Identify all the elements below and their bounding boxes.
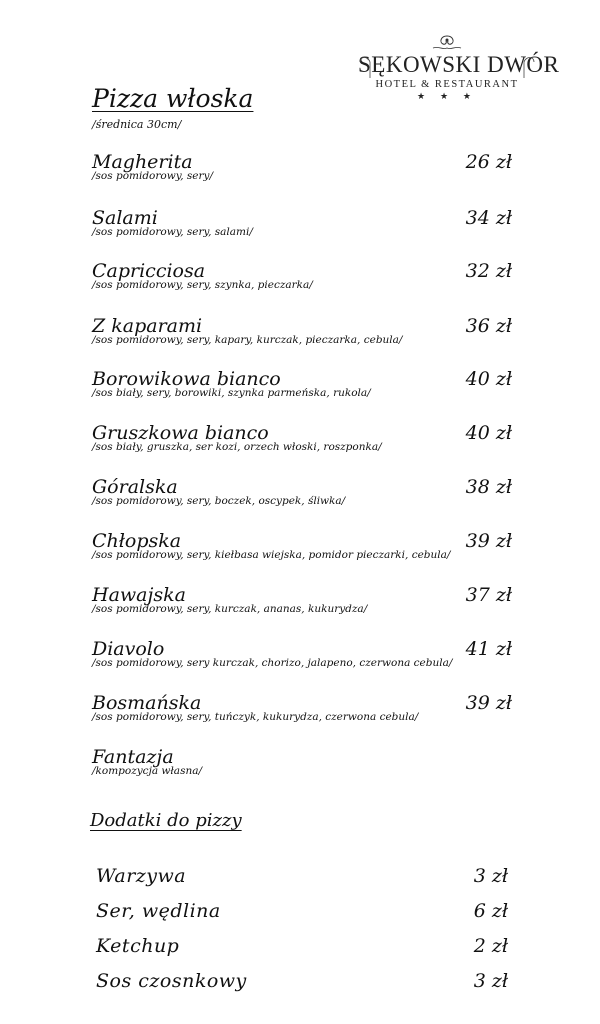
restaurant-logo [358,34,560,114]
menu-item [92,692,522,732]
menu-item [92,476,522,516]
item-description: /sos biały, gruszka, ser kozi, orzech włoski, roszponka/ [92,441,382,453]
item-name: Z kaparami [92,315,203,337]
item-description: /sos pomidorowy, sery, salami/ [92,226,253,238]
menu-item [92,151,522,191]
menu-item [92,584,522,624]
brand-name: SĘKOWSKI DWÓR [358,52,560,77]
menu-item [92,368,522,408]
item-price: 39 zł [465,692,512,714]
item-price: 39 zł [465,530,512,552]
flourish-icon [358,48,560,88]
menu-item [92,530,522,570]
star-rating: ★ ★ ★ [417,92,477,102]
item-price: 38 zł [465,476,512,498]
addon-item [96,864,516,890]
addon-price: 3 zł [473,865,508,887]
addon-item [96,899,516,925]
addon-item [96,934,516,960]
item-name: Chłopska [92,530,182,552]
item-price: 37 zł [465,584,512,606]
menu-item [92,746,522,786]
item-price: 40 zł [465,422,512,444]
item-price: 41 zł [465,638,512,660]
item-description: /sos pomidorowy, sery, tuńczyk, kukurydza, czerwona cebula/ [92,711,419,723]
addon-name: Warzywa [96,865,187,887]
section-subtitle: /średnica 30cm/ [92,118,182,131]
item-price: 36 zł [465,315,512,337]
addon-price: 2 zł [473,935,508,957]
item-name: Gruszkowa bianco [92,422,269,444]
addon-item [96,969,516,995]
addons-title: Dodatki do pizzy [90,810,242,831]
item-name: Góralska [92,476,178,498]
item-name: Bosmańska [92,692,202,714]
addon-price: 3 zł [473,970,508,992]
menu-item [92,207,522,247]
item-name: Borowikowa bianco [92,368,281,390]
item-price: 26 zł [465,151,512,173]
section-title: Pizza włoska [92,84,254,113]
item-name: Hawajska [92,584,186,606]
addon-name: Ser, wędlina [96,900,221,922]
item-name: Salami [92,207,158,229]
item-name: Magherita [92,151,193,173]
item-description: /sos pomidorowy, sery, szynka, pieczarka/ [92,279,313,291]
addon-name: Ketchup [96,935,180,957]
item-name: Fantazja [92,746,174,768]
menu-item [92,315,522,355]
addon-price: 6 zł [473,900,508,922]
addon-name: Sos czosnkowy [96,970,247,992]
menu-item [92,422,522,462]
brand-subtitle: HOTEL & RESTAURANT [375,79,519,90]
item-name: Capricciosa [92,260,206,282]
item-price: 32 zł [465,260,512,282]
item-price: 40 zł [465,368,512,390]
item-price: 34 zł [465,207,512,229]
item-description: /sos pomidorowy, sery, boczek, oscypek, śliwka/ [92,495,346,507]
item-name: Diavolo [92,638,165,660]
item-description: /kompozycja własna/ [92,765,203,777]
item-description: /sos pomidorowy, sery, kurczak, ananas, kukurydza/ [92,603,368,615]
item-description: /sos pomidorowy, sery, kapary, kurczak, pieczarka, cebula/ [92,334,403,346]
menu-item [92,638,522,678]
item-description: /sos pomidorowy, sery, kiełbasa wiejska, pomidor pieczarki, cebula/ [92,549,451,561]
item-description: /sos pomidorowy, sery kurczak, chorizo, jalapeno, czerwona cebula/ [92,657,453,669]
item-description: /sos biały, sery, borowiki, szynka parmeńska, rukola/ [92,387,371,399]
item-description: /sos pomidorowy, sery/ [92,170,214,182]
menu-item [92,260,522,300]
